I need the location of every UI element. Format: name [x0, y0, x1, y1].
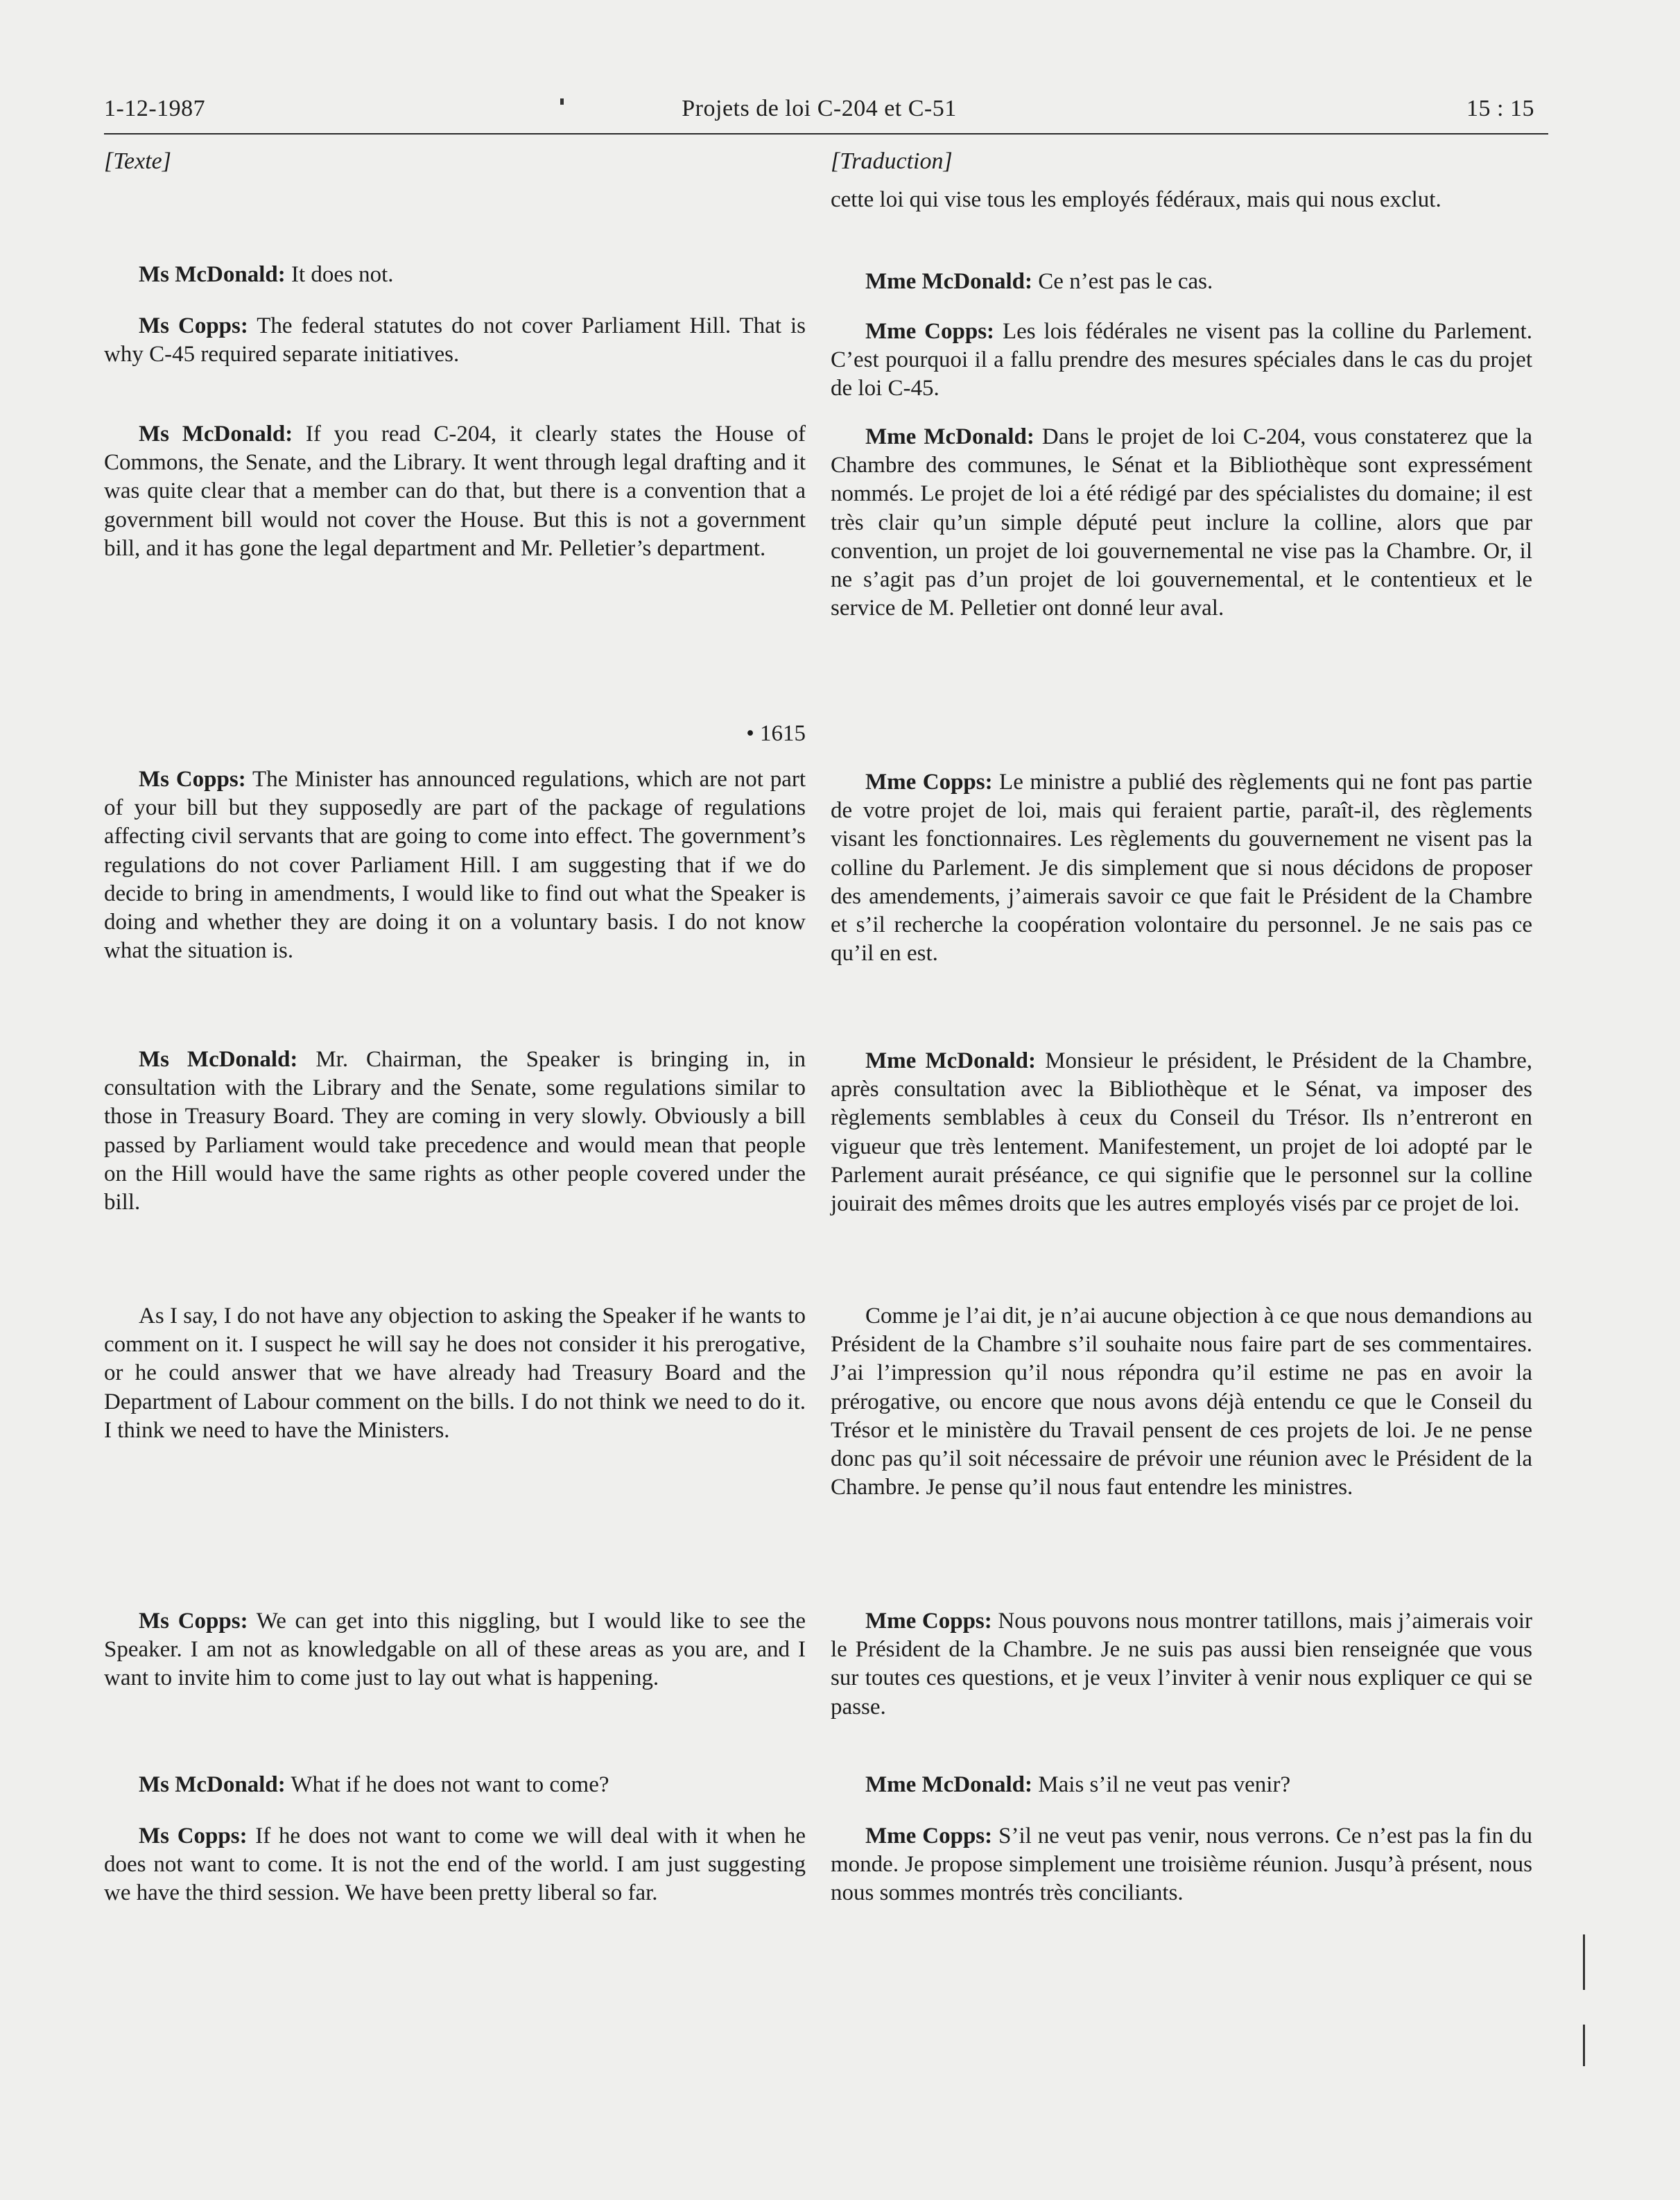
- paragraph-text: Le ministre a publié des règlements qui ne font pas partie de votre projet de loi, mais qui feraient partie, paraît-il, des règlements visant les fonctionnaires. Les règlements du gouvernement ne visent pas la colline du Parlement. Je dis simplement que si nous décidons de proposer des amendements, j’aimerais savoir ce que fait le Président de la Chambre et s’il recherche la coopération volontaire du personnel. Je ne sais pas ce qu’il en est.: [831, 770, 1533, 967]
- header-page-number: 15 : 15: [1466, 96, 1534, 121]
- speaker: Mme Copps:: [865, 770, 993, 795]
- paragraph: [104, 312, 806, 369]
- paragraph-text: Mr. Chairman, the Speaker is bringing in, in consultation with the Library and the Senate, some regulations similar to those in Treasury Board. They are coming in very slowly. Obviously a bill passed by Parliament would take precedence and would mean that people on the Hill would have the same rights as other people covered under the bill.: [104, 1047, 806, 1215]
- paragraph: [104, 1771, 806, 1799]
- speaker: Ms McDonald:: [139, 1047, 298, 1072]
- header-title: Projets de loi C-204 et C-51: [682, 96, 957, 121]
- speaker: Ms Copps:: [139, 313, 248, 338]
- scan-speck: [560, 98, 564, 105]
- speaker: Ms Copps:: [139, 767, 246, 792]
- speaker: Mme McDonald:: [865, 1048, 1036, 1073]
- speaker: Mme McDonald:: [865, 269, 1033, 294]
- paragraph-text: What if he does not want to come?: [285, 1772, 609, 1797]
- time-marker: • 1615: [746, 721, 806, 746]
- speaker: Mme McDonald:: [865, 424, 1034, 449]
- paragraph-text: Monsieur le président, le Président de la Chambre, après consultation avec la Bibliothèque et le Sénat, va imposer des règlements semblables à ceux du Conseil du Trésor. Ils n’entreront en vigueur que très lentement. Manifestement, un projet de loi adopté par le Parlement aurait préséance, ce qui signifie que le personnel sur la colline jouirait des mêmes droits que les autres employés visés par ce projet de loi.: [831, 1048, 1532, 1217]
- paragraph-text: If you read C-204, it clearly states the House of Commons, the Senate, and the Library. It went through legal drafting and it was quite clear that a member can do that, but there is a convention that a government bill would not cover the House. But this is not a government bill, and it has gone the legal department and Mr. Pelletier’s department.: [104, 422, 806, 561]
- paragraph: [831, 423, 1532, 623]
- paragraph: [831, 318, 1532, 404]
- speaker: Mme Copps:: [865, 1609, 992, 1634]
- paragraph-text: It does not.: [285, 262, 394, 287]
- paragraph: [104, 1302, 806, 1445]
- paragraph: [104, 420, 806, 563]
- paragraph-text: Les lois fédérales ne visent pas la colline du Parlement. C’est pourquoi il a fallu prendre des mesures spéciales dans le cas du projet de loi C-45.: [831, 319, 1532, 401]
- paragraph-text: Dans le projet de loi C-204, vous constaterez que la Chambre des communes, le Sénat et la Bibliothèque sont expressément nommés. Le projet de loi a été rédigé par des spécialistes du domaine; il est très clair qu’un simple député peut inclure la colline, alors que par convention, un projet de loi gouvernemental ne vise pas la Chambre. Or, il ne s’agit pas d’un projet de loi gouvernemental, et le contentieux et le service de M. Pelletier ont donné leur aval.: [831, 424, 1532, 621]
- english-column: [104, 148, 806, 1906]
- speaker: Ms McDonald:: [139, 262, 286, 287]
- column-tag: [Traduction]: [831, 148, 953, 174]
- paragraph: [104, 765, 806, 965]
- scan-margin-line: [1583, 2025, 1585, 2066]
- paragraph: [104, 1607, 806, 1693]
- french-column: [831, 148, 1533, 1906]
- paragraph: [104, 1046, 806, 1217]
- paragraph-text: Nous pouvons nous montrer tatillons, mais j’aimerais voir le Président de la Chambre. Je ne suis pas aussi bien renseignée que vous sur toutes ces questions, et je veux l’inviter à venir nous expliquer ce qui se passe.: [831, 1609, 1532, 1720]
- page-header: [104, 96, 1534, 137]
- paragraph-text: The federal statutes do not cover Parliament Hill. That is why C-45 required separate initiatives.: [104, 313, 806, 367]
- speaker: Ms Copps:: [139, 1824, 248, 1848]
- paragraph: [104, 261, 806, 289]
- paragraph: [831, 1607, 1532, 1722]
- paragraph: [104, 1822, 806, 1908]
- header-date: 1-12-1987: [104, 96, 206, 121]
- paragraph: [831, 768, 1532, 968]
- paragraph-text: Mais s’il ne veut pas venir?: [1032, 1772, 1291, 1797]
- paragraph: [831, 186, 1532, 214]
- paragraph-text: The Minister has announced regulations, which are not part of your bill but they supposedly are part of the package of regulations affecting civil servants that are going to come into effect. The government’s regulations do not cover Parliament Hill. I am suggesting that if we do decide to bring in amendments, I would like to find out what the Speaker is doing and whether they are doing it on a voluntary basis. I do not know what the situation is.: [104, 767, 806, 964]
- paragraph: [831, 1822, 1532, 1908]
- paragraph-text: If he does not want to come we will deal with it when he does not want to come. It is not the end of the world. I am just suggesting we have the third session. We have been pretty liberal so far.: [104, 1824, 806, 1906]
- scan-margin-line: [1583, 1934, 1585, 1990]
- column-tag: [Texte]: [104, 148, 171, 174]
- paragraph-text: Ce n’est pas le cas.: [1032, 269, 1213, 294]
- header-rule: [104, 133, 1548, 135]
- speaker: Ms Copps:: [139, 1609, 248, 1634]
- paragraph: [831, 1047, 1532, 1218]
- paragraph-text: S’il ne veut pas venir, nous verrons. Ce n’est pas la fin du monde. Je propose simplement une troisième réunion. Jusqu’à présent, nous nous sommes montrés très conciliants.: [831, 1824, 1532, 1906]
- paragraph-text: We can get into this niggling, but I would like to see the Speaker. I am not as knowledgable on all of these areas as you are, and I want to invite him to come just to lay out what is happening.: [104, 1609, 806, 1691]
- speaker: Mme Copps:: [865, 1824, 993, 1848]
- paragraph-text: As I say, I do not have any objection to asking the Speaker if he wants to comment on it. I suspect he will say he does not consider it his prerogative, or he could answer that we have already had Treasury Board and the Department of Labour comment on the bills. I do not think we need to do it. I think we need to have the Ministers.: [104, 1303, 806, 1443]
- paragraph: [831, 268, 1532, 296]
- speaker: Ms McDonald:: [139, 422, 293, 447]
- speaker: Ms McDonald:: [139, 1772, 286, 1797]
- speaker: Mme Copps:: [865, 319, 995, 344]
- speaker: Mme McDonald:: [865, 1772, 1033, 1797]
- paragraph: [831, 1302, 1532, 1502]
- paragraph: [831, 1771, 1532, 1799]
- paragraph-text: cette loi qui vise tous les employés fédéraux, mais qui nous exclut.: [831, 187, 1441, 212]
- paragraph-text: Comme je l’ai dit, je n’ai aucune objection à ce que nous demandions au Président de la Chambre s’il souhaite nous faire part de ses commentaires. J’ai l’impression qu’il nous répondra qu’il estime ne pas en avoir la prérogative, ou encore que nous avons déjà entendu ce que le Conseil du Trésor et le ministère du Travail pensent de ces projets de loi. Je ne pense donc pas qu’il soit nécessaire de prévoir une réunion avec le Président de la Chambre. Je pense qu’il nous faut entendre les ministres.: [831, 1303, 1532, 1500]
